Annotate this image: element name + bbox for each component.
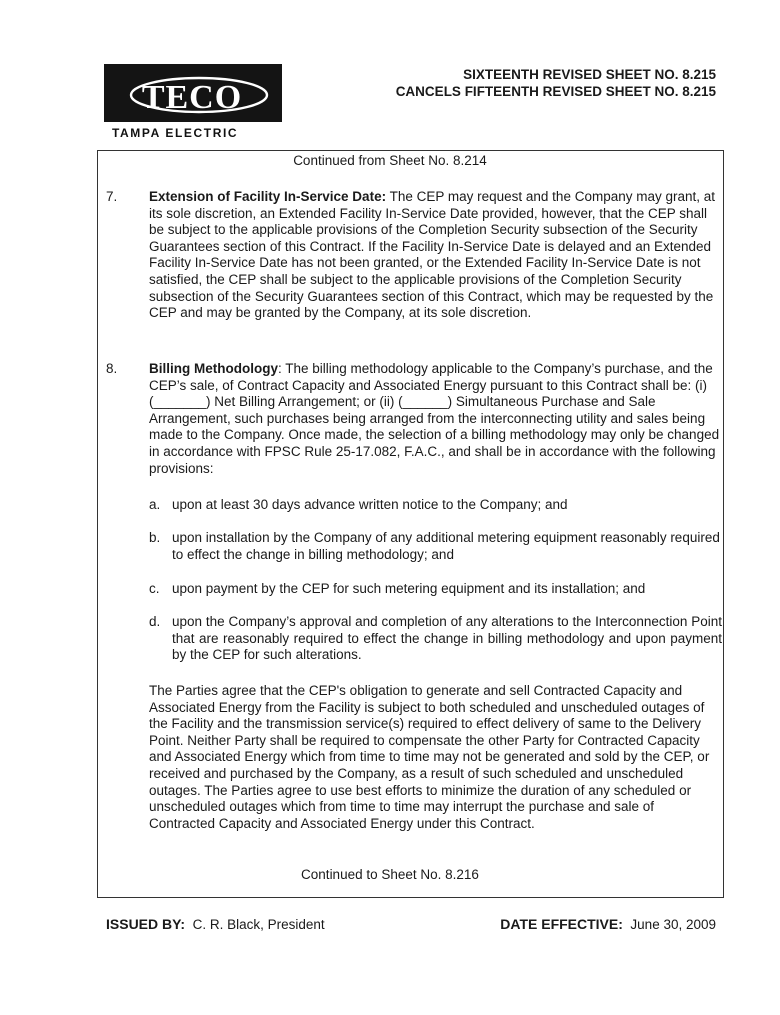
logo-wordmark: TECO bbox=[141, 79, 243, 116]
logo-subtitle: TAMPA ELECTRIC bbox=[112, 126, 239, 140]
subitem-b-letter: b. bbox=[149, 530, 161, 545]
closing-paragraph: The Parties agree that the CEP's obligation to generate and sell Contracted Capacity and Associated Energy from the Facility is subject to both scheduled and unscheduled outages of the Facility and the transmission service(s) required to effect delivery of same to the Delivery Point. Neither Party shall be required to compensate the other Party for Contracted Capacity and Associated Energy which from time to time may not be generated and sold by the CEP, or received and purchased by the Company, as a result of such scheduled and unscheduled outages. The Parties agree to use best efforts to minimize the duration of any scheduled or unscheduled outages which from time to time may interrupt the purchase and sale of Contracted Capacity and Associated Energy under this Contract. bbox=[149, 683, 710, 831]
continued-from: Continued from Sheet No. 8.214 bbox=[293, 153, 487, 168]
subitem-a-text: upon at least 30 days advance written notice to the Company; and bbox=[172, 497, 568, 512]
item-8-paragraph bbox=[149, 361, 721, 477]
subitem-d-text: upon the Company’s approval and completion of any alterations to the Interconnection Point that are reasonably required to effect the change in billing methodology and upon payment by the CEP for such alterations. bbox=[172, 614, 722, 663]
sheet-number: SIXTEENTH REVISED SHEET NO. 8.215 bbox=[463, 67, 716, 82]
item-7-number: 7. bbox=[106, 189, 118, 204]
continued-to: Continued to Sheet No. 8.216 bbox=[301, 867, 479, 882]
date-effective bbox=[500, 916, 716, 932]
teco-logo bbox=[104, 64, 282, 122]
item-8-heading: Billing Methodology bbox=[149, 361, 278, 376]
subitem-b-text: upon installation by the Company of any additional metering equipment reasonably required to effect the change in billing methodology; and bbox=[172, 530, 720, 562]
issued-by-label: ISSUED BY: bbox=[106, 916, 186, 932]
item-8-text: : The billing methodology applicable to the Company’s purchase, and the CEP’s sale, of Contract Capacity and Associated Energy pursuant to this Contract shall be: (i) (_______) Net Billing Arrangement; or (ii) (______) Simultaneous Purchase and Sale Arrangement, such purchases being arranged from the interconnecting utility and sales being made to the Company. Once made, the selection of a billing methodology may only be changed in accordance with FPSC Rule 25-17.082, F.A.C., and shall be in accordance with the following provisions: bbox=[149, 361, 720, 476]
issued-by bbox=[106, 916, 325, 932]
subitem-a-letter: a. bbox=[149, 497, 161, 512]
item-8-number: 8. bbox=[106, 361, 118, 376]
subitem-c-letter: c. bbox=[149, 581, 160, 596]
item-7-text: The CEP may request and the Company may grant, at its sole discretion, an Extended Facility In-Service Date provided, however, that the CEP shall be subject to the applicable provisions of the Completion Security subsection of the Security Guarantees section of this Contract. If the Facility In-Service Date is delayed and an Extended Facility In-Service Date has not been granted, or the Extended Facility In-Service Date is not satisfied, the CEP shall be subject to the applicable provisions of the Completion Security subsection of the Security Guarantees section of this Contract, which may be requested by the CEP and may be granted by the Company, at its sole discretion. bbox=[149, 189, 716, 321]
teco-logo-mark bbox=[104, 64, 282, 122]
subitem-d-letter: d. bbox=[149, 614, 161, 629]
issued-by-value: C. R. Black, President bbox=[192, 917, 325, 932]
sheet-cancels: CANCELS FIFTEENTH REVISED SHEET NO. 8.215 bbox=[395, 84, 716, 99]
date-effective-label: DATE EFFECTIVE: bbox=[500, 916, 623, 932]
subitem-c-text: upon payment by the CEP for such metering equipment and its installation; and bbox=[172, 581, 646, 596]
date-effective-value: June 30, 2009 bbox=[630, 917, 716, 932]
sheet-header bbox=[396, 66, 716, 100]
item-7-heading: Extension of Facility In-Service Date: bbox=[149, 189, 387, 204]
item-7-paragraph bbox=[149, 189, 721, 322]
